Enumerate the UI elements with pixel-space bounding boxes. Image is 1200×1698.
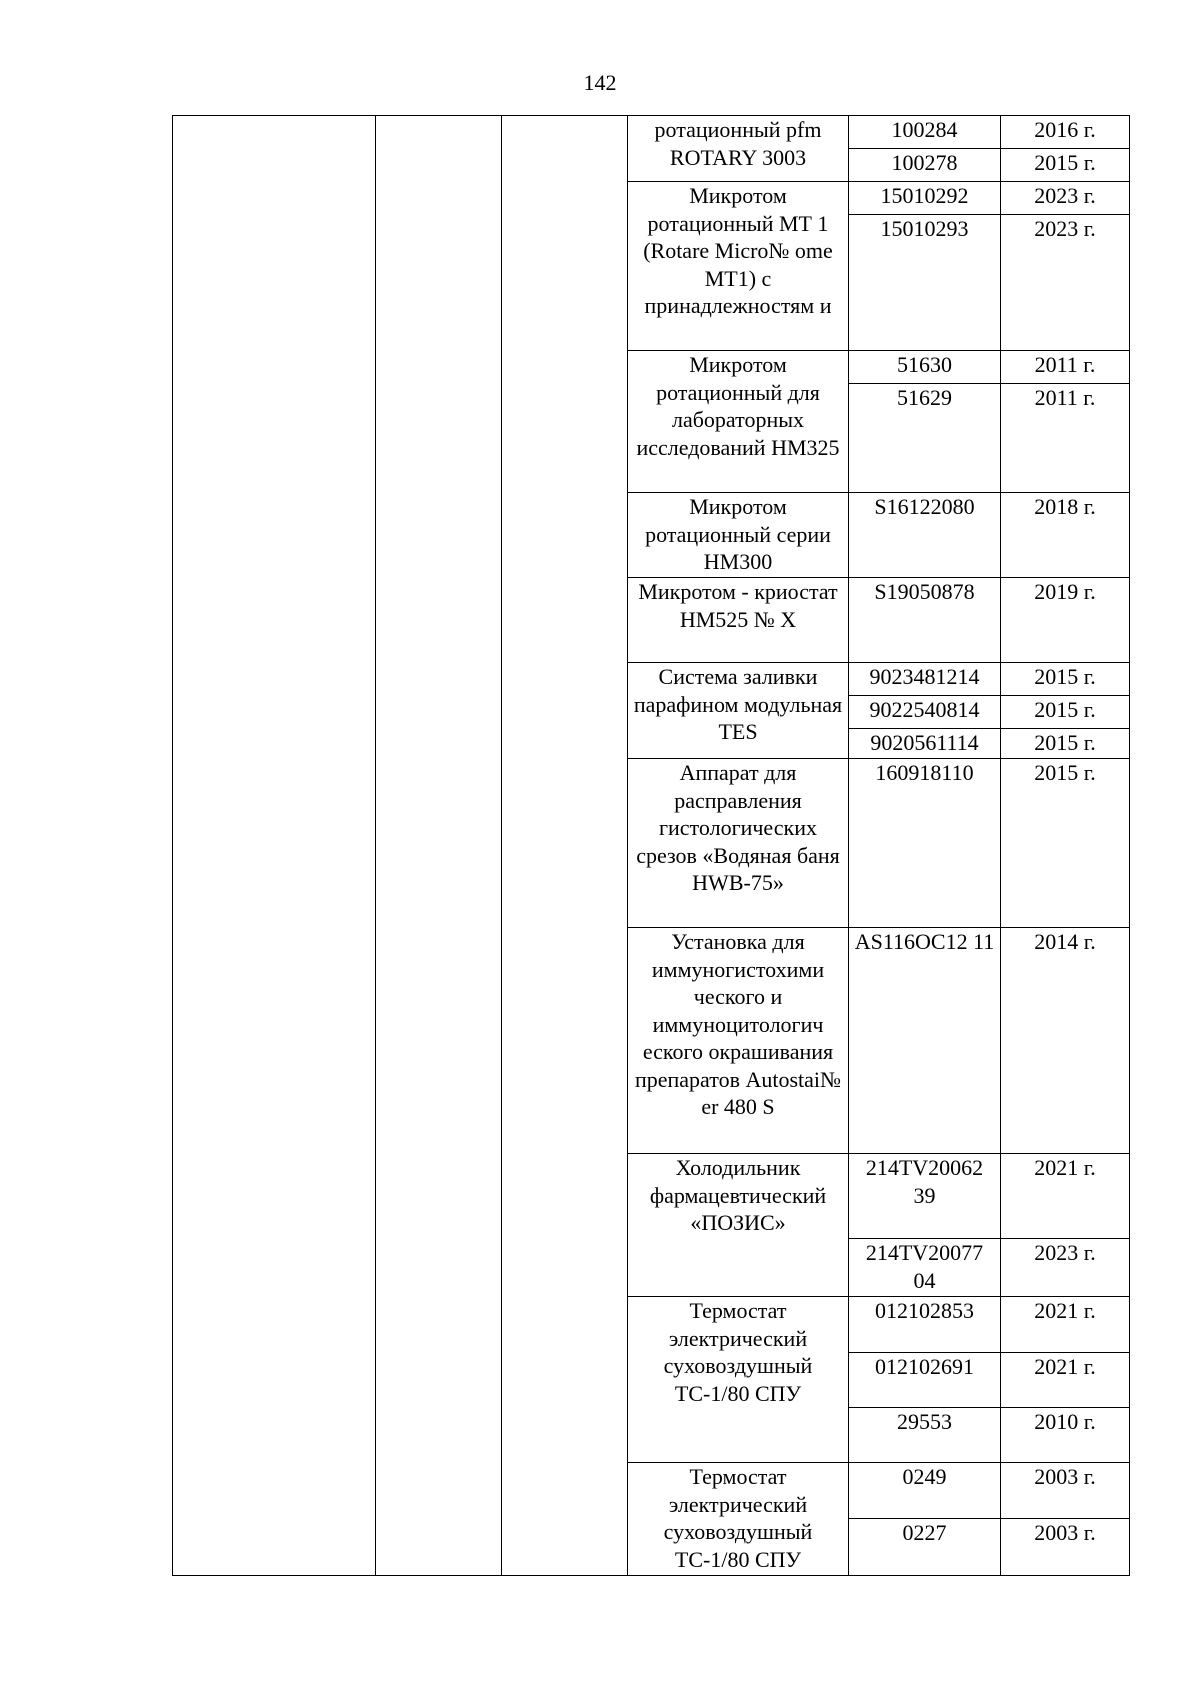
serial-number: 9023481214: [849, 663, 1001, 696]
manufacture-year: 2011 г.: [1001, 384, 1130, 493]
serial-number: 214TV20062 39: [849, 1154, 1001, 1239]
empty-cell-2: [376, 116, 502, 1576]
manufacture-year: 2021 г.: [1001, 1154, 1130, 1239]
manufacture-year: 2023 г.: [1001, 1239, 1130, 1297]
equipment-name: Система заливки парафином модульная TES: [628, 663, 849, 759]
equipment-table-body: [173, 116, 1130, 1576]
serial-number: AS116OC12 11: [849, 928, 1001, 1154]
manufacture-year: 2019 г.: [1001, 578, 1130, 663]
serial-number: 9022540814: [849, 696, 1001, 729]
manufacture-year: 2003 г.: [1001, 1463, 1130, 1519]
equipment-name: Холодильник фармацевтический «ПОЗИС»: [628, 1154, 849, 1297]
manufacture-year: 2011 г.: [1001, 351, 1130, 384]
table-row: [173, 116, 1130, 149]
manufacture-year: 2021 г.: [1001, 1353, 1130, 1408]
equipment-name: Микротом ротационный МТ 1 (Rotare Micro№ ome MT1) с принадлежностям и: [628, 182, 849, 351]
equipment-name: Микротом - криостат НМ525 № Х: [628, 578, 849, 663]
manufacture-year: 2003 г.: [1001, 1519, 1130, 1576]
empty-cell-3: [502, 116, 628, 1576]
serial-number: 100278: [849, 149, 1001, 182]
equipment-table: [172, 115, 1130, 1576]
manufacture-year: 2016 г.: [1001, 116, 1130, 149]
equipment-name: Установка для иммуногистохими ческого и иммуноцитологич еского окрашивания препаратов Autostai№ er 480 S: [628, 928, 849, 1154]
equipment-name: ротационный pfm ROTARY 3003: [628, 116, 849, 182]
serial-number: 0227: [849, 1519, 1001, 1576]
manufacture-year: 2015 г.: [1001, 149, 1130, 182]
equipment-name: Термостат электрический суховоздушный ТС-1/80 СПУ: [628, 1463, 849, 1576]
manufacture-year: 2010 г.: [1001, 1408, 1130, 1463]
serial-number: 160918110: [849, 759, 1001, 928]
serial-number: S19050878: [849, 578, 1001, 663]
empty-cell-1: [173, 116, 376, 1576]
equipment-name: Микротом ротационный для лабораторных исследований HM325: [628, 351, 849, 493]
page-number: 142: [583, 70, 617, 95]
serial-number: 214TV20077 04: [849, 1239, 1001, 1297]
serial-number: 51629: [849, 384, 1001, 493]
manufacture-year: 2014 г.: [1001, 928, 1130, 1154]
manufacture-year: 2015 г.: [1001, 759, 1130, 928]
serial-number: S16122080: [849, 493, 1001, 578]
serial-number: 15010293: [849, 215, 1001, 351]
serial-number: 012102853: [849, 1297, 1001, 1353]
equipment-name: Микротом ротационный серии HM300: [628, 493, 849, 578]
manufacture-year: 2015 г.: [1001, 729, 1130, 759]
serial-number: 51630: [849, 351, 1001, 384]
serial-number: 9020561114: [849, 729, 1001, 759]
serial-number: 15010292: [849, 182, 1001, 215]
equipment-name: Термостат электрический суховоздушный ТС-1/80 СПУ: [628, 1297, 849, 1463]
serial-number: 0249: [849, 1463, 1001, 1519]
manufacture-year: 2021 г.: [1001, 1297, 1130, 1353]
manufacture-year: 2023 г.: [1001, 215, 1130, 351]
manufacture-year: 2023 г.: [1001, 182, 1130, 215]
manufacture-year: 2015 г.: [1001, 663, 1130, 696]
serial-number: 29553: [849, 1408, 1001, 1463]
manufacture-year: 2015 г.: [1001, 696, 1130, 729]
serial-number: 012102691: [849, 1353, 1001, 1408]
equipment-name: Аппарат для расправления гистологических срезов «Водяная баня HWB-75»: [628, 759, 849, 928]
serial-number: 100284: [849, 116, 1001, 149]
manufacture-year: 2018 г.: [1001, 493, 1130, 578]
